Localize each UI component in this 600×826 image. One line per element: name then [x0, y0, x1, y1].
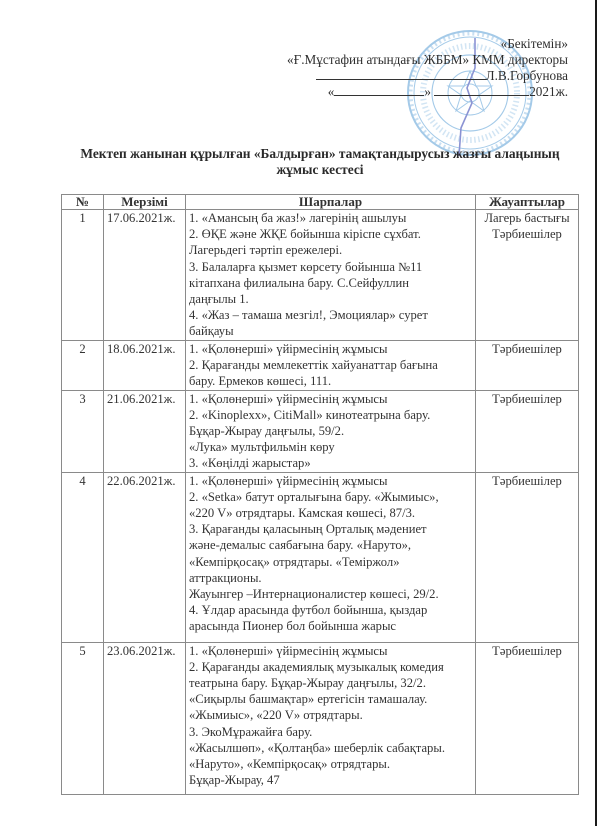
responsible-line: Тәрбиешілер	[492, 643, 562, 658]
approval-heading: «Бекітемін»	[500, 36, 568, 51]
event-line: «Жасылшөп», «Қолтаңба» шеберлік сабақтары.	[189, 740, 445, 755]
event-line: 3. Қарағанды қаласының Орталық мәдениет	[189, 522, 427, 537]
date-day-blank	[334, 95, 424, 96]
event-line: «Наруто», «Кемпірқосақ» отрядтары.	[189, 757, 391, 772]
row-date: 23.06.2021ж.	[104, 642, 186, 794]
signer-name: Л.В.Горбунова	[485, 68, 568, 83]
event-line: кітапхана филиалына бару. С.Сейфуллин	[189, 275, 410, 290]
row-number: 2	[62, 340, 104, 390]
event-line: «220 V» отрядтары. Камская көшесі, 87/3.	[189, 506, 416, 521]
table-header-row	[62, 195, 579, 210]
event-line: 2. Қарағанды академиялық музыкалық комедия	[189, 659, 444, 674]
event-line: 1. «Қолөнерші» үйірмесінің жұмысы	[189, 391, 388, 406]
scan-edge-line	[595, 0, 597, 826]
event-line: 2. «Setka» батут орталығына бару. «Жымиыс»,	[189, 489, 439, 504]
event-line: Бұқар-Жырау, 47	[189, 773, 280, 788]
header-events: Шарпалар	[186, 195, 476, 210]
event-line: даңғылы 1.	[189, 292, 249, 307]
document-title	[60, 146, 580, 178]
event-line: 1. «Амансың ба жаз!» лагерінің ашылуы	[189, 211, 407, 225]
header-number: №	[62, 195, 104, 210]
event-line: 3. Балаларға қызмет көрсету бойынша №11	[189, 259, 423, 274]
event-line: 2. «Kinoplexx», CitiMall» кинотеатрына бару.	[189, 407, 431, 422]
row-events	[186, 642, 476, 794]
event-line: байқауы	[189, 324, 234, 339]
row-responsible	[476, 472, 579, 642]
event-line: 2. Қарағанды мемлекеттік хайуанаттар бағына	[189, 357, 438, 372]
responsible-line: Тәрбиешілер	[492, 227, 562, 242]
event-line: Бұқар-Жырау даңғылы, 59/2.	[189, 424, 345, 439]
event-line: аттракционы.	[189, 570, 262, 585]
event-line: арасында Пионер бол бойынша жарыс	[189, 619, 397, 634]
row-events	[186, 210, 476, 341]
row-responsible	[476, 642, 579, 794]
event-line: 1. «Қолөнерші» үйірмесінің жұмысы	[189, 341, 388, 356]
event-line: 3. ЭкоМұражайға бару.	[189, 724, 313, 739]
responsible-line: Тәрбиешілер	[492, 473, 562, 488]
event-line: Жауынгер –Интернационалистер көшесі, 29/2.	[189, 587, 439, 602]
approval-block	[248, 36, 568, 100]
table-row	[62, 390, 579, 472]
event-line: бару. Ермеков көшесі, 111.	[189, 374, 332, 389]
event-line: «Лука» мультфильмін көру	[189, 440, 335, 455]
responsible-line: Лагерь бастығы	[484, 211, 570, 225]
approval-signer	[248, 68, 568, 84]
event-line: 4. «Жаз – тамаша мезгіл!, Эмоциялар» сурет	[189, 308, 428, 323]
row-number: 1	[62, 210, 104, 341]
responsible-line: Тәрбиешілер	[492, 391, 562, 406]
date-open-quote: «	[327, 84, 335, 99]
row-responsible	[476, 340, 579, 390]
approval-organization: «Ғ.Мұстафин атындағы ЖББМ» КММ директоры	[287, 52, 568, 67]
event-line: 3. «Көңілді жарыстар»	[189, 456, 311, 471]
event-line: 1. «Қолөнерші» үйірмесінің жұмысы	[189, 473, 388, 488]
event-line: «Кемпірқосақ» отрядтары. «Теміржол»	[189, 554, 400, 569]
row-events	[186, 390, 476, 472]
date-close-quote: »	[424, 84, 431, 99]
event-line: Лагерьдегі тәртіп ережелері.	[189, 243, 343, 258]
approval-date	[248, 84, 568, 100]
row-events	[186, 472, 476, 642]
responsible-line: Тәрбиешілер	[492, 341, 562, 356]
signature-line	[316, 79, 486, 80]
event-line: және-демалыс саябағына бару. «Наруто»,	[189, 538, 412, 553]
row-date: 18.06.2021ж.	[104, 340, 186, 390]
event-line: 2. ӨҚЕ және ЖҚЕ бойынша кіріспе сұхбат.	[189, 227, 421, 242]
row-date: 21.06.2021ж.	[104, 390, 186, 472]
schedule-table	[61, 194, 579, 795]
row-responsible	[476, 390, 579, 472]
event-line: 1. «Қолөнерші» үйірмесінің жұмысы	[189, 643, 388, 658]
header-responsible: Жауаптылар	[476, 195, 579, 210]
date-year: 2021ж.	[529, 84, 568, 99]
row-events	[186, 340, 476, 390]
title-line-2: жұмыс кестесі	[276, 162, 364, 177]
table-row	[62, 642, 579, 794]
row-responsible	[476, 210, 579, 341]
event-line: 4. Ұлдар арасында футбол бойынша, қыздар	[189, 603, 428, 618]
event-line: театрына бару. Бұқар-Жырау даңғылы, 32/2.	[189, 676, 426, 691]
event-line: «Сиқырлы башмақтар» ертегісін тамашалау.	[189, 692, 428, 707]
table-row	[62, 472, 579, 642]
header-date: Мерзімі	[104, 195, 186, 210]
table-row	[62, 340, 579, 390]
row-number: 4	[62, 472, 104, 642]
title-line-1: Мектеп жанынан құрылған «Балдырған» тамақтандырусыз жазғы алаңының	[80, 146, 560, 161]
row-number: 5	[62, 642, 104, 794]
table-row	[62, 210, 579, 341]
event-line: «Жымиыс», «220 V» отрядтары.	[189, 708, 363, 723]
row-number: 3	[62, 390, 104, 472]
row-date: 22.06.2021ж.	[104, 472, 186, 642]
row-date: 17.06.2021ж.	[104, 210, 186, 341]
date-month-blank	[434, 95, 529, 96]
